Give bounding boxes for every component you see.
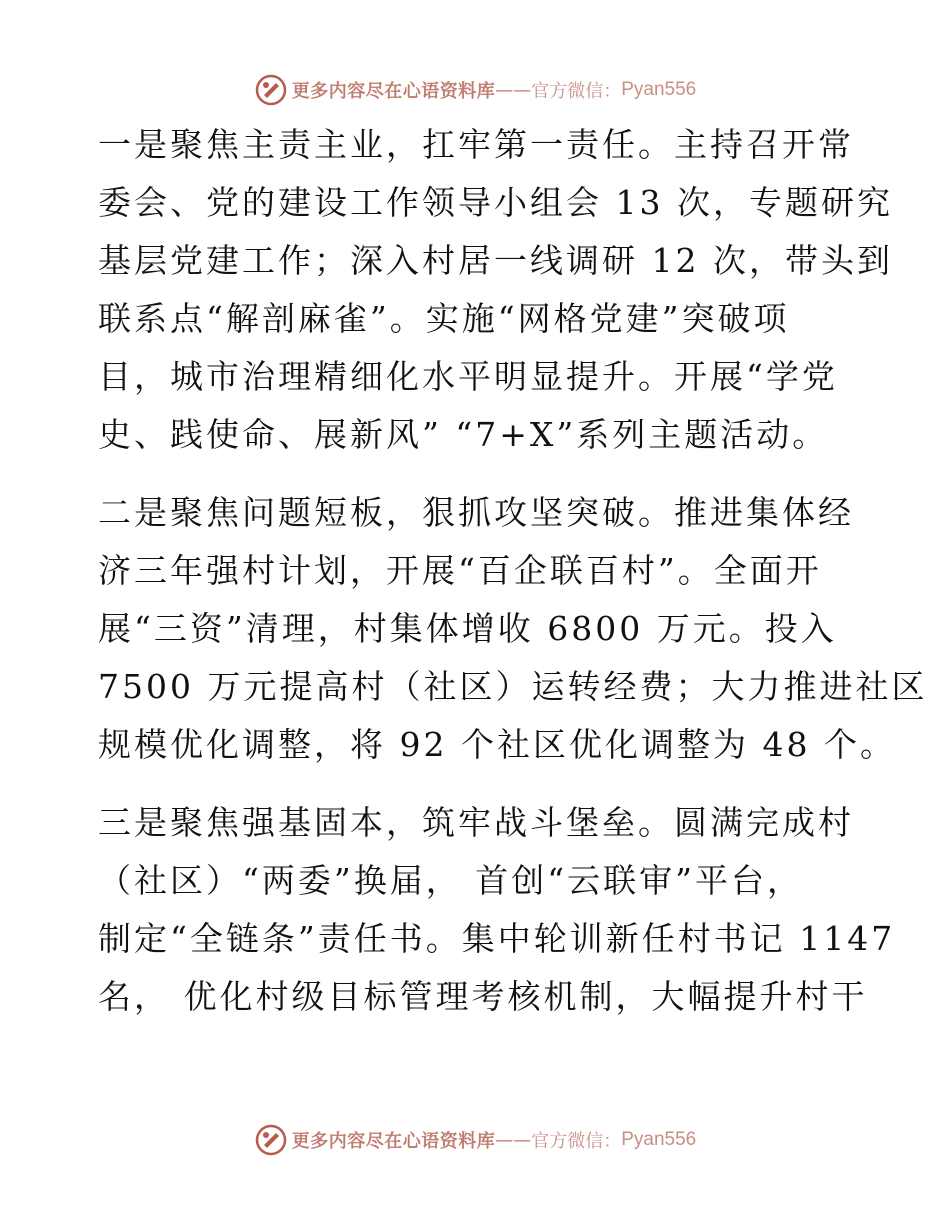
text-line: 史、践使命、展新风” “7+X”系列主题活动。 [98,415,829,454]
header-watermark [0,70,950,110]
watermark-wechat-label: 官方微信： [531,81,622,102]
text-line: 目，城市治理精细化水平明显提升。开展“学党 [98,357,838,396]
text-line: 制定“全链条”责任书。集中轮训新任村书记 1147 [98,919,896,958]
document-body [98,116,928,1046]
watermark-wechat-id: Pyan556 [621,79,697,100]
watermark-text: 更多内容尽在心语资料库 [291,81,496,102]
footer-watermark [0,1120,950,1160]
text-line: 名， 优化村级目标管理考核机制，大幅提升村干 [98,977,868,1016]
text-line: 三是聚焦强基固本，筑牢战斗堡垒。圆满完成村 [98,803,854,842]
text-line: 一是聚焦主责主业，扛牢第一责任。主持召开常 [98,125,854,164]
text-line: 7500 万元提高村（社区）运转经费；大力推进社区 [98,667,928,706]
watermark-wechat-label: 官方微信： [531,1131,622,1152]
watermark-separator: —— [495,1129,532,1151]
text-line: （社区）“两委”换届， 首创“云联审”平台， [98,861,803,900]
text-line: 展“三资”清理，村集体增收 6800 万元。投入 [98,609,837,648]
paragraph-3 [98,794,896,1026]
text-line: 二是聚焦问题短板，狠抓攻坚突破。推进集体经 [98,493,854,532]
watermark-separator: —— [495,79,532,101]
watermark-wechat-id: Pyan556 [621,1129,697,1150]
text-line: 济三年强村计划，开展“百企联百村”。全面开 [98,551,822,590]
text-line: 规模优化调整，将 92 个社区优化调整为 48 个。 [98,725,896,764]
text-line: 联系点“解剖麻雀”。实施“网格党建”突破项 [98,299,790,338]
text-line: 基层党建工作；深入村居一线调研 12 次，带头到 [98,241,893,280]
paragraph-1 [98,116,893,464]
paragraph-2 [98,484,928,774]
seal-logo-icon [254,73,288,107]
watermark-text: 更多内容尽在心语资料库 [291,1131,496,1152]
text-line: 委会、党的建设工作领导小组会 13 次，专题研究 [98,183,893,222]
seal-logo-icon [254,1123,288,1157]
